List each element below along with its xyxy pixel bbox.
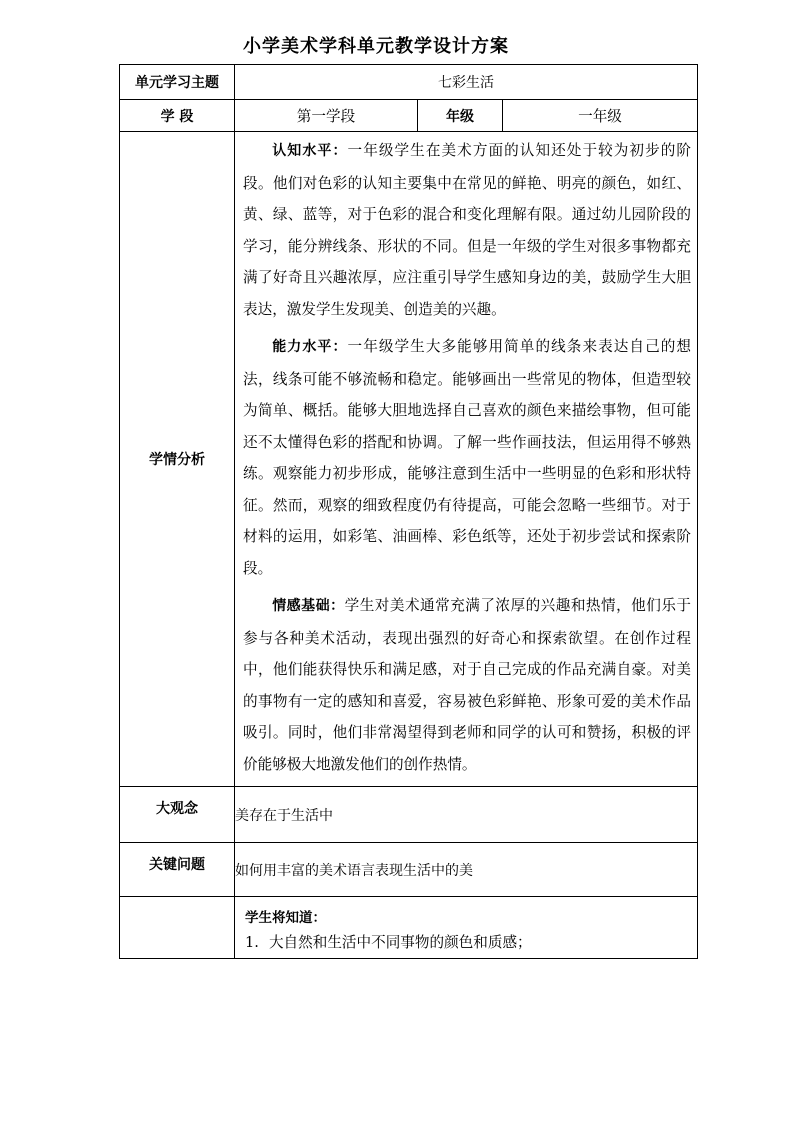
- stage-row: [120, 100, 698, 132]
- key-question-value: 如何用丰富的美术语言表现生活中的美: [235, 843, 698, 897]
- key-question-label: 关键问题: [120, 843, 235, 897]
- analysis-content: [235, 132, 698, 787]
- analysis-paragraph-emotion: [243, 590, 691, 780]
- big-idea-value: 美存在于生活中: [235, 787, 698, 843]
- key-question-row: [120, 843, 698, 897]
- grade-label: 年级: [418, 100, 503, 132]
- analysis-row: [120, 132, 698, 787]
- knowledge-row: [120, 897, 698, 959]
- analysis-paragraph-ability: [243, 331, 691, 584]
- paragraph-heading: 情感基础：: [272, 598, 345, 614]
- theme-row: [120, 65, 698, 100]
- knowledge-content: [235, 897, 698, 959]
- stage-value: 第一学段: [235, 100, 418, 132]
- knowledge-label-empty: [120, 897, 235, 959]
- grade-value: 一年级: [503, 100, 698, 132]
- analysis-label: 学情分析: [120, 132, 235, 787]
- knowledge-item-text: 大自然和生活中不同事物的颜色和质感；: [268, 933, 532, 951]
- paragraph-text: 学生对美术通常充满了浓厚的兴趣和热情，他们乐于参与各种美术活动，表现出强烈的好奇心和探索欲望。在创作过程中，他们能获得快乐和满足感，对于自己完成的作品充满自豪。对美的事物有一定的感知和喜爱，容易被色彩鲜艳、形象可爱的美术作品吸引。同时，他们非常渴望得到老师和同学的认可和赞扬，积极的评价能够极大地激发他们的创作热情。: [243, 597, 691, 773]
- stage-label: 学 段: [120, 100, 235, 132]
- paragraph-heading: 能力水平：: [272, 339, 348, 355]
- paragraph-heading: 认知水平：: [272, 143, 348, 159]
- theme-value: 七彩生活: [235, 65, 698, 100]
- big-idea-row: [120, 787, 698, 843]
- knowledge-item-number: 1.: [245, 933, 259, 951]
- knowledge-item: [235, 928, 697, 954]
- paragraph-text: 一年级学生大多能够用简单的线条来表达自己的想法，线条可能不够流畅和稳定。能够画出一些常见的物体，但造型较为简单、概括。能够大胆地选择自己喜欢的颜色来描绘事物，但可能还不太懂得色彩的搭配和协调。了解一些作画技法，但运用得不够熟练。观察能力初步形成，能够注意到生活中一些明显的色彩和形状特征。然而，观察的细致程度仍有待提高，可能会忽略一些细节。对于材料的运用，如彩笔、油画棒、彩色纸等，还处于初步尝试和探索阶段。: [243, 338, 691, 577]
- knowledge-heading: 学生将知道：: [245, 909, 326, 926]
- design-plan-table: [119, 64, 698, 959]
- document-title: 小学美术学科单元教学设计方案: [243, 36, 509, 57]
- analysis-paragraph-cognition: [243, 135, 691, 325]
- paragraph-text: 一年级学生在美术方面的认知还处于较为初步的阶段。他们对色彩的认知主要集中在常见的鲜艳、明亮的颜色，如红、黄、绿、蓝等，对于色彩的混合和变化理解有限。通过幼儿园阶段的学习，能分辨线条、形状的不同。但是一年级的学生对很多事物都充满了好奇且兴趣浓厚，应注重引导学生感知身边的美，鼓励学生大胆表达，激发学生发现美、创造美的兴趣。: [243, 142, 691, 318]
- theme-label: 单元学习主题: [120, 65, 235, 100]
- big-idea-label: 大观念: [120, 787, 235, 843]
